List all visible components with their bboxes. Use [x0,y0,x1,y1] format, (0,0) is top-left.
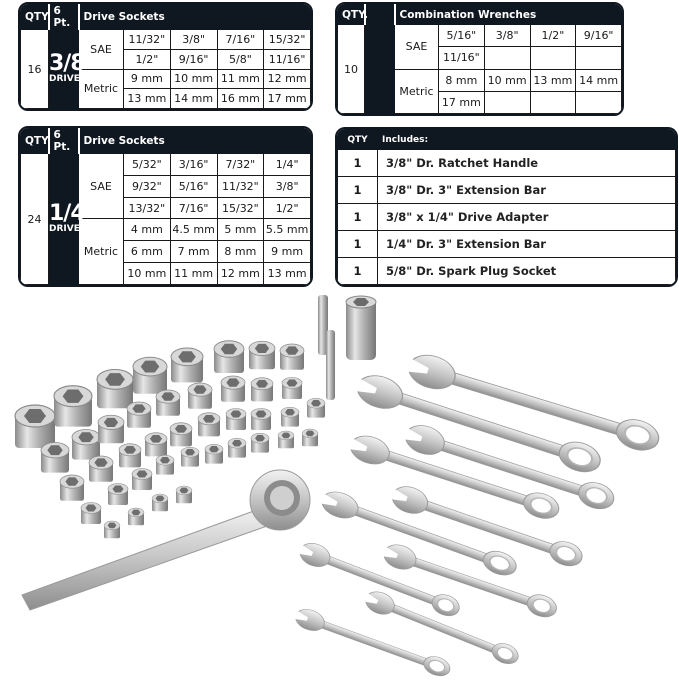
size-cell: 13 mm [264,263,311,285]
size-cell [530,47,576,69]
size-cell: 11/32" [124,30,171,50]
size-cell: 17 mm [264,89,311,109]
include-qty: 1 [338,258,378,285]
size-cell: 7/32" [217,154,264,176]
size-cell: 6 mm [124,241,171,263]
size-cell: 4 mm [124,219,171,241]
include-desc: 1/4" Dr. 3" Extension Bar [378,231,676,258]
size-cell: 10 mm [170,69,217,89]
size-cell: 11/16" [439,47,485,69]
size-cell: 5 mm [217,219,264,241]
size-cell: 15/32" [217,197,264,219]
size-cell [484,47,530,69]
combination-wrenches [291,349,662,680]
table-14-drive-sockets [18,126,313,287]
include-row [338,150,676,177]
size-cell: 8 mm [217,241,264,263]
includes-header: Includes: [378,130,676,150]
size-cell: 9/16" [576,25,622,47]
include-desc: 3/8" x 1/4" Drive Adapter [378,204,676,231]
size-cell: 16 mm [217,89,264,109]
include-row [338,204,676,231]
size-cell: 13/32" [124,197,171,219]
sae-label: SAE [79,30,124,70]
size-cell: 13 mm [124,89,171,109]
metric-label: Metric [79,69,124,109]
title-header: Drive Sockets [79,129,311,154]
include-qty: 1 [338,204,378,231]
drive-label: DRIVE [49,74,80,84]
size-cell: 8 mm [439,69,485,91]
size-cell: 7/16" [217,30,264,50]
product-photo [0,290,679,687]
points-header [365,5,395,25]
size-cell: 12 mm [217,263,264,285]
qty-value: 24 [21,154,49,285]
table-combination-wrenches [335,2,624,116]
spark-plug-socket [346,296,376,360]
size-cell: 14 mm [576,69,622,91]
size-cell: 5/16" [170,175,217,197]
size-cell: 9 mm [124,69,171,89]
size-cell: 13 mm [530,69,576,91]
drive-size-badge [49,154,96,285]
size-cell: 5.5 mm [264,219,311,241]
size-cell: 11/16" [264,49,311,69]
size-cell: 17 mm [439,91,485,113]
size-cell: 5/16" [439,25,485,47]
table-38-drive-sockets [18,2,313,111]
size-cell: 1/2" [264,197,311,219]
drive-size: 1/4" [49,201,96,226]
size-cell: 9/32" [124,175,171,197]
size-cell: 14 mm [170,89,217,109]
qty-value: 10 [338,25,365,114]
drive-size: 3/8" [49,51,96,76]
size-cell: 9 mm [264,241,311,263]
size-cell: 1/4" [264,154,311,176]
include-row [338,258,676,285]
points-header: 6 Pt. [49,5,79,30]
include-qty: 1 [338,177,378,204]
drive-size-badge [365,25,395,114]
metric-label: Metric [395,69,439,114]
include-qty: 1 [338,150,378,177]
qty-header: QTY. [338,5,365,25]
size-cell: 15/32" [264,30,311,50]
size-cell: 7/16" [170,197,217,219]
size-cell: 10 mm [124,263,171,285]
drive-size-badge [49,30,96,109]
points-header: 6 Pt. [49,129,79,154]
qty-value: 16 [21,30,49,109]
size-cell: 4.5 mm [170,219,217,241]
size-cell: 11 mm [217,69,264,89]
include-qty: 1 [338,231,378,258]
size-cell [576,91,622,113]
sae-label: SAE [395,25,439,70]
qty-header: QTY [338,130,378,150]
title-header: Drive Sockets [79,5,311,30]
size-cell: 3/8" [264,175,311,197]
include-row [338,231,676,258]
metric-label: Metric [79,219,124,285]
sae-label: SAE [79,154,124,219]
size-cell: 3/8" [170,30,217,50]
include-desc: 3/8" Dr. 3" Extension Bar [378,177,676,204]
include-row [338,177,676,204]
size-cell: 12 mm [264,69,311,89]
size-cell: 3/16" [170,154,217,176]
size-cell: 11/32" [217,175,264,197]
size-cell [484,91,530,113]
size-cell: 9/16" [170,49,217,69]
qty-header: QTY. [21,129,49,154]
include-desc: 3/8" Dr. Ratchet Handle [378,150,676,177]
include-desc: 5/8" Dr. Spark Plug Socket [378,258,676,285]
size-cell: 10 mm [484,69,530,91]
size-cell: 1/2" [530,25,576,47]
size-cell: 3/8" [484,25,530,47]
size-cell: 11 mm [170,263,217,285]
qty-header: QTY. [21,5,49,30]
drive-label: DRIVE [49,224,80,234]
size-cell [530,91,576,113]
table-includes [335,127,678,287]
size-cell: 7 mm [170,241,217,263]
extension-bars [318,295,335,400]
title-header: Combination Wrenches [395,5,622,25]
size-cell: 5/8" [217,49,264,69]
size-cell: 5/32" [124,154,171,176]
size-cell: 1/2" [124,49,171,69]
size-cell [576,47,622,69]
